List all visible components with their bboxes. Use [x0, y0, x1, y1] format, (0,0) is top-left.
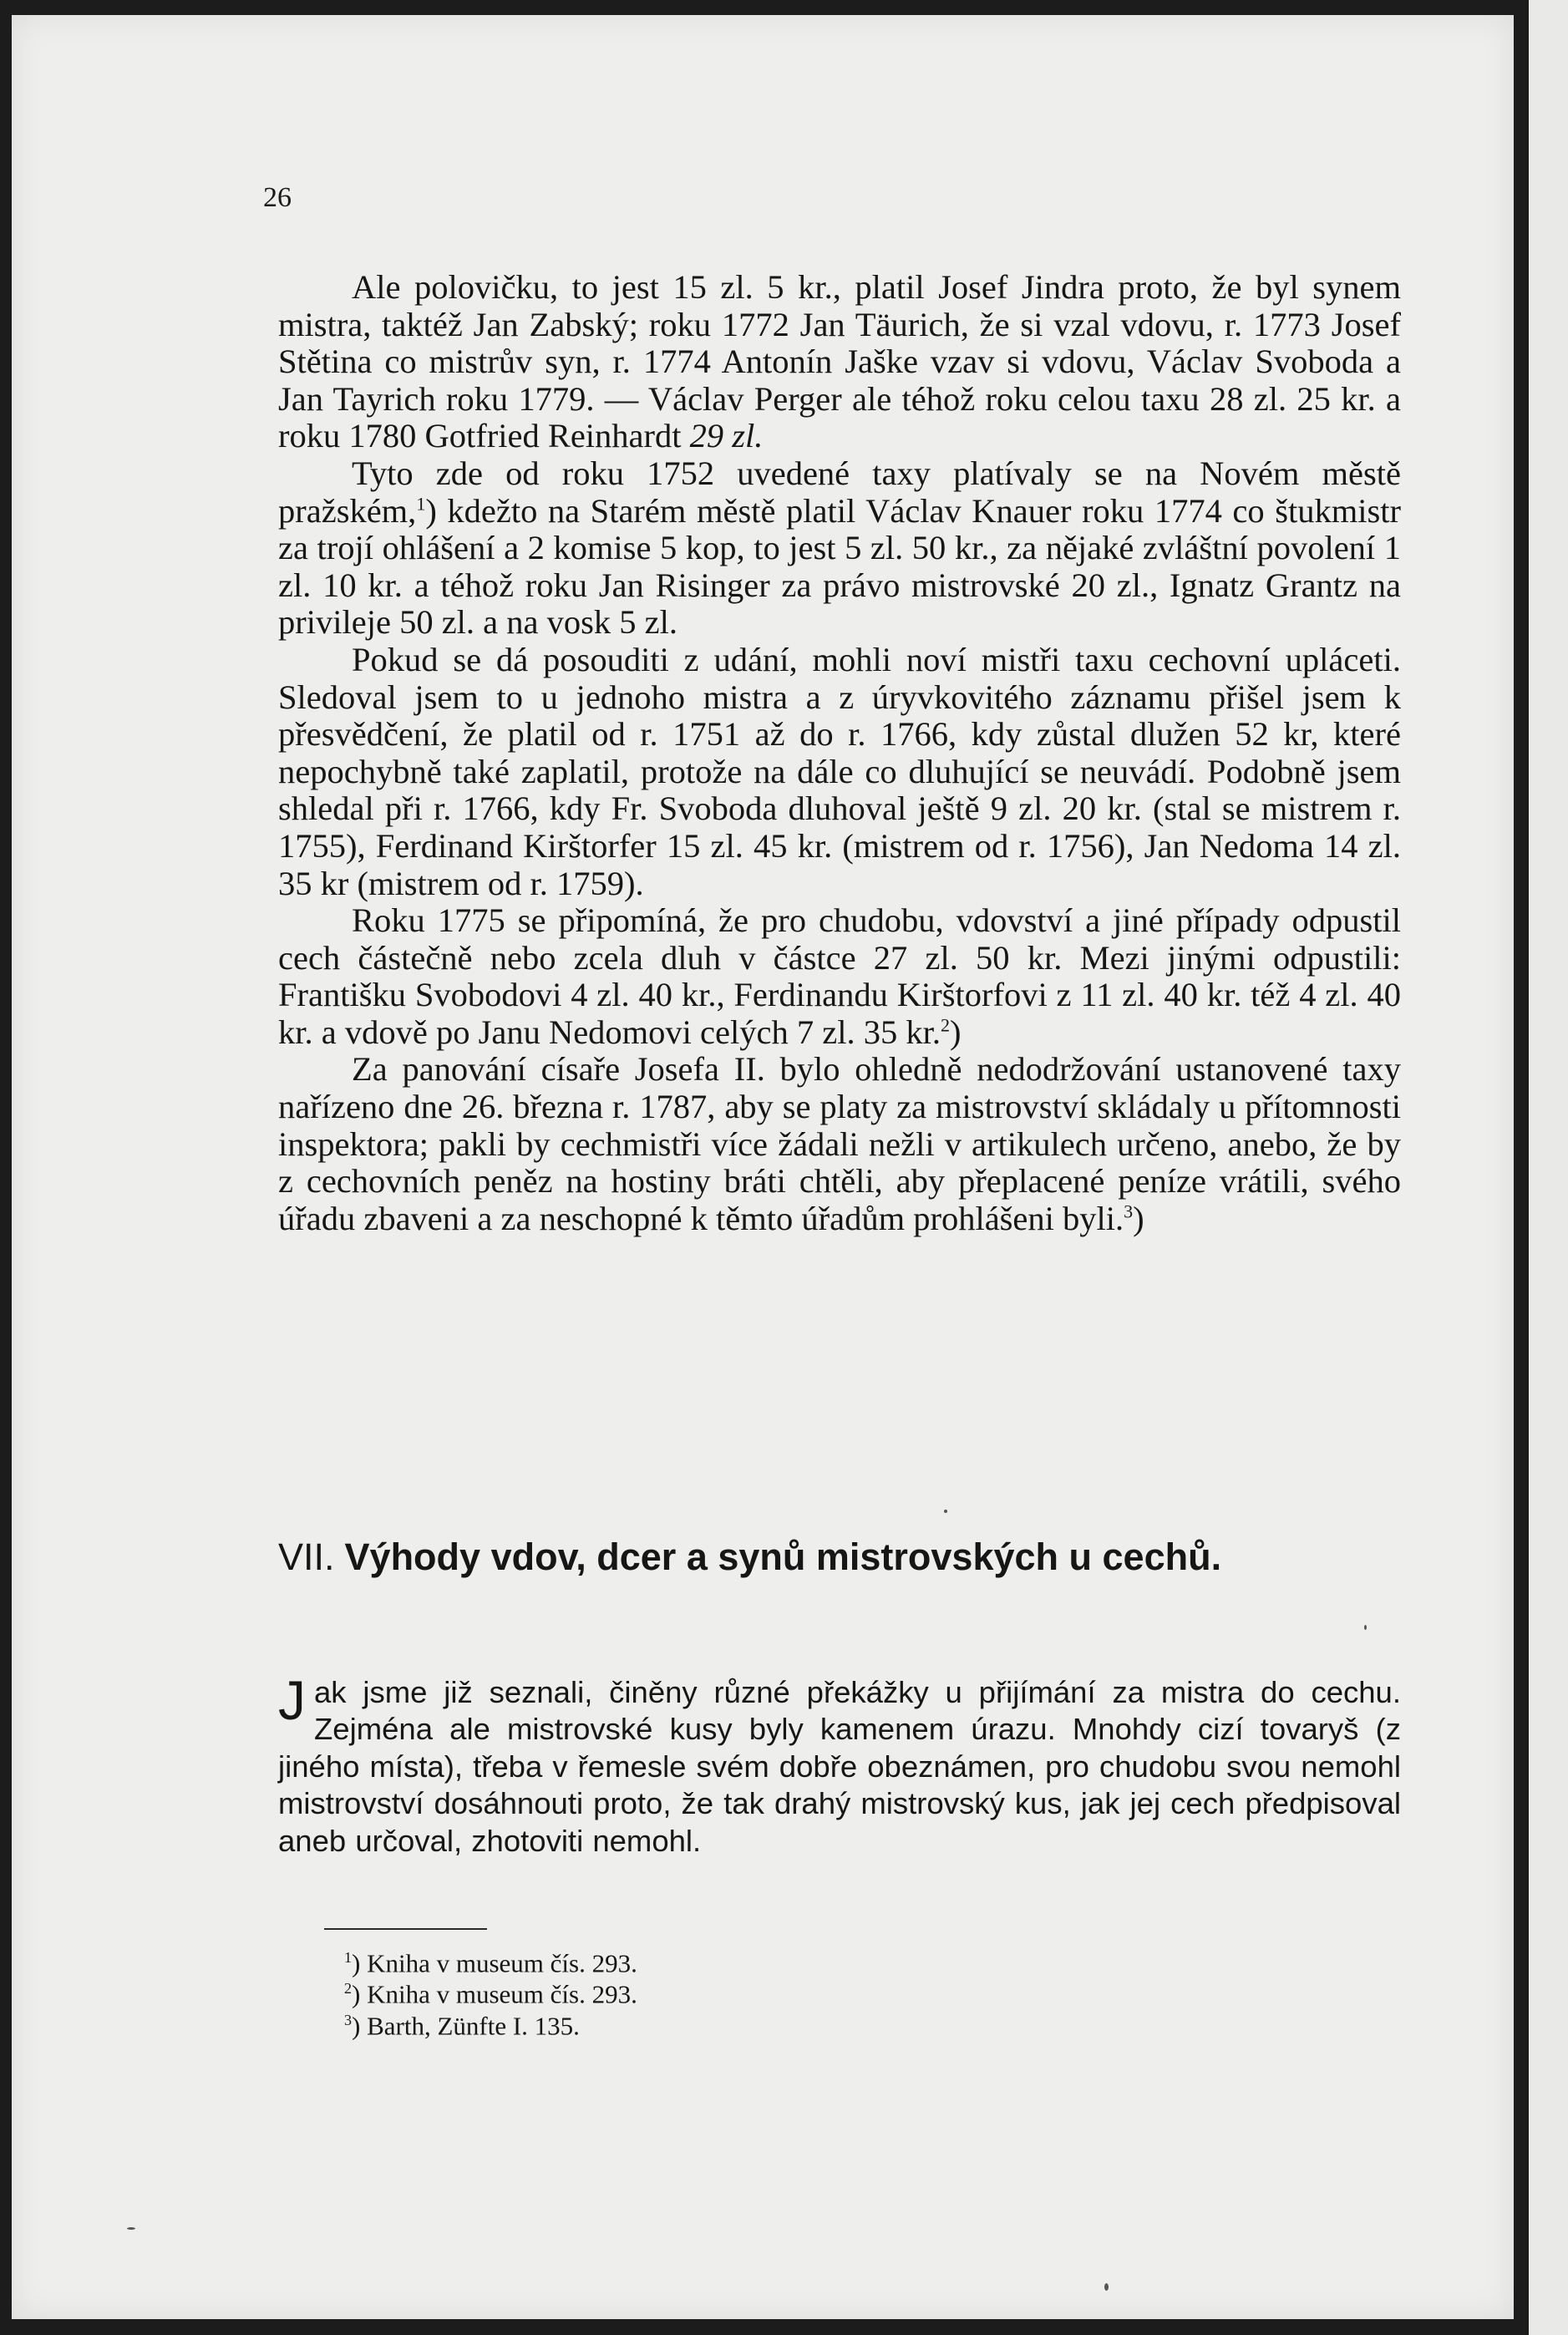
- paragraph-text: ): [1133, 1199, 1144, 1237]
- paragraph: [278, 1051, 1401, 1237]
- paragraph-text: Ale polovičku, to jest 15 zl. 5 kr., platil Josef Jindra proto, že byl synem mistra, taktéž Jan Zabský; roku 1772 Jan Täurich, že si vzal vdovu, r. 1773 Josef Stětina co mistrův syn, r. 1774 Antonín Jaške vzav si vdovu, Václav Svoboda a Jan Tayrich roku 1779. — Václav Perger ale téhož roku celou taxu 28 zl. 25 kr. a roku 1780 Gotfried Reinhardt: [278, 268, 1401, 455]
- footnote: [344, 1945, 637, 1976]
- section-title: Výhody vdov, dcer a synů mistrovských u cechů.: [344, 1536, 1222, 1578]
- footnote-mark: 3: [344, 2011, 352, 2028]
- paragraph: [278, 902, 1401, 1051]
- footnote-ref: 1: [416, 493, 426, 515]
- paragraph-text: Pokud se dá posouditi z udání, mohli noví mistři taxu cechovní upláceti. Sledoval jsem to u jednoho mistra a z úryvkovitého záznamu přišel jsem k přesvědčení, že platil od r. 1751 až do r. 1766, kdy zůstal dlužen 52 kr, které nepochybně také zaplatil, protože na dále co dluhující se neuvádí. Podobně jsem shledal při r. 1766, kdy Fr. Svoboda dluhoval ještě 9 zl. 20 kr. (stal se mistrem r. 1755), Ferdinand Kirštorfer 15 zl. 45 kr. (mistrem od r. 1756), Jan Nedoma 14 zl. 35 kr (mistrem od r. 1759).: [278, 640, 1401, 902]
- paragraph: [278, 642, 1401, 902]
- paragraph-text: ): [949, 1013, 962, 1051]
- paragraph-text: Za panování císaře Josefa II. bylo ohledně nedodržování ustanovené taxy nařízeno dne 26. března r. 1787, aby se platy za mistrovství skládaly u přítomnosti inspektora; pakli by cechmistři více žádali nežli v artikulech určeno, anebo, že by z cechovních peněz na hostiny bráti chtěli, aby přeplacené peníze vrátili, svého úřadu zbaveni a za neschopné k těmto úřadům prohlášeni byli.: [278, 1050, 1401, 1237]
- footnote: [344, 1976, 637, 2007]
- main-text: [278, 269, 1401, 1237]
- footnote: [344, 2008, 637, 2038]
- paragraph-text: Tyto zde od roku 1752 uvedené taxy platívaly se na Novém městě pražském,: [278, 454, 1401, 530]
- paragraph: [278, 1669, 1401, 1860]
- footnote-divider: [324, 1928, 487, 1930]
- section-text: [278, 1669, 1401, 1860]
- section-heading: [278, 1536, 1431, 1579]
- scan-speck: [944, 1510, 947, 1513]
- handwritten-amount: 29 zl.: [689, 417, 764, 455]
- scan-speck: [127, 2227, 135, 2230]
- footnote-text: ) Kniha v museum čís. 293.: [352, 1948, 637, 1978]
- footnote-text: ) Kniha v museum čís. 293.: [352, 1979, 637, 2009]
- next-page-edge: [1529, 0, 1568, 2335]
- paragraph: [278, 269, 1401, 455]
- paragraph-text: ) kdežto na Starém městě platil Václav Knauer roku 1774 co štukmistr za trojí ohlášení a 2 komise 5 kop, to jest 5 zl. 50 kr., za nějaké zvláštní povolení 1 zl. 10 kr. a téhož roku Jan Risinger za právo mistrovské 20 zl., Ignatz Grantz na privileje 50 zl. a na vosk 5 zl.: [278, 491, 1401, 642]
- page-number: 26: [263, 182, 292, 213]
- paragraph-text: Roku 1775 se připomíná, že pro chudobu, vdovství a jiné případy odpustil cech částečně nebo zcela dluh v částce 27 zl. 50 kr. Mezi jinými odpustili: Františku Svobodovi 4 zl. 40 kr., Ferdinandu Kirštorfovi z 11 zl. 40 kr. též 4 zl. 40 kr. a vdově po Janu Nedomovi celých 7 zl. 35 kr.: [278, 901, 1401, 1051]
- footnote-text: ) Barth, Zünfte I. 135.: [352, 2010, 580, 2040]
- footnote-ref: 2: [940, 1014, 950, 1036]
- drop-cap: J: [278, 1669, 306, 1731]
- paragraph: [278, 455, 1401, 642]
- footnote-mark: 2: [344, 1980, 352, 1997]
- footnotes: [344, 1945, 637, 2038]
- scan-speck: [1364, 1625, 1367, 1630]
- section-number: VII.: [278, 1536, 335, 1578]
- scan-speck: [1104, 2283, 1109, 2291]
- footnote-mark: 1: [344, 1949, 352, 1966]
- paragraph-text: ak jsme již seznali, činěny různé překážky u přijímání za mistra do cechu. Zejména ale mistrovské kusy byly kamenem úrazu. Mnohdy cizí tovaryš (z jiného místa), třeba v řemesle svém dobře obeznámen, pro chudobu svou nemohl mistrovství dosáhnouti proto, že tak drahý mistrovský kus, jak jej cech předpisoval aneb určoval, zhotoviti nemohl.: [278, 1675, 1401, 1858]
- footnote-ref: 3: [1124, 1200, 1134, 1222]
